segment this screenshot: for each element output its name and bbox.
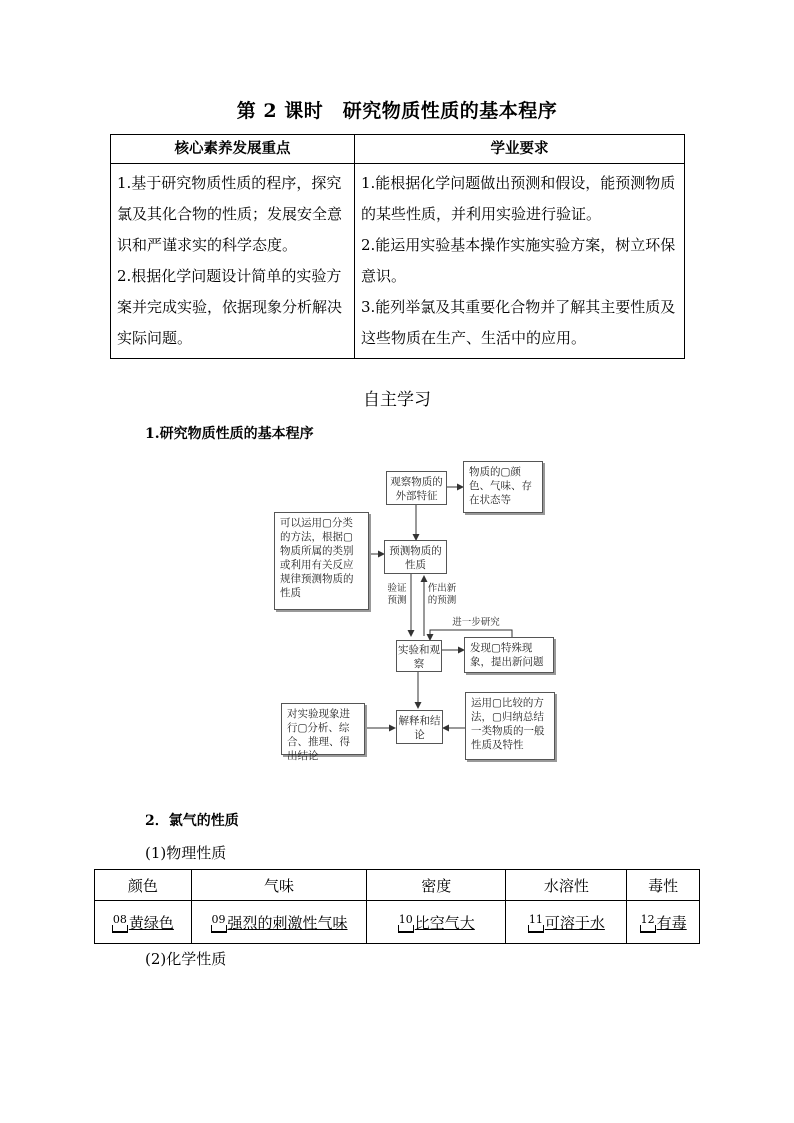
- prop-value: 可溶于水: [544, 913, 605, 932]
- prop-value-cell: [95, 901, 192, 944]
- goals-right-item: 2.能运用实验基本操作实施实验方案，树立环保意识。: [360, 236, 676, 285]
- goals-header-left: 核心素养发展重点: [111, 135, 355, 164]
- answer-number: 12: [640, 915, 656, 933]
- prop-value-cell: [506, 901, 627, 944]
- prop-header: 水溶性: [506, 870, 627, 901]
- prop-value: 有毒: [656, 913, 687, 932]
- flow-note-explain-right: 运用▢比较的方法，▢归纳总结一类物质的一般性质及特性: [465, 692, 555, 760]
- goals-header-right: 学业要求: [354, 135, 684, 164]
- flow-box-observe: 观察物质的外部特征: [386, 471, 447, 505]
- prop-value-cell: [191, 901, 366, 944]
- flow-label-verify: 验证预测: [387, 583, 407, 606]
- answer-number: 09: [211, 915, 227, 933]
- goals-left-item: 2.根据化学问题设计简单的实验方案并完成实验，依据现象分析解决实际问题。: [117, 267, 343, 347]
- prop-value-cell: [367, 901, 506, 944]
- flow-label-new-predict: 作出新的预测: [427, 583, 457, 606]
- prop-header: 颜色: [95, 870, 192, 901]
- flow-box-predict: 预测物质的性质: [384, 540, 447, 574]
- prop-value: 黄绿色: [128, 913, 174, 932]
- flow-note-experiment: 发现▢特殊现象，提出新问题: [464, 637, 554, 673]
- subheading-chlorine: 2．氯气的性质: [145, 813, 239, 829]
- goals-right-item: 3.能列举氯及其重要化合物并了解其主要性质及这些物质在生产、生活中的应用。: [360, 298, 676, 347]
- flow-box-experiment: 实验和观察: [396, 640, 442, 672]
- answer-number: 11: [528, 915, 544, 933]
- prop-value-cell: [627, 901, 700, 944]
- prop-header: 密度: [367, 870, 506, 901]
- section-heading: 自主学习: [363, 390, 431, 410]
- subheading-physical: (1)物理性质: [145, 844, 227, 862]
- prop-value: 比空气大: [414, 913, 475, 932]
- flow-label-further: 进一步研究: [452, 617, 500, 628]
- goals-left-item: 1.基于研究物质性质的程序，探究氯及其化合物的性质；发展安全意识和严谨求实的科学态度。: [117, 174, 343, 254]
- goals-right-item: 1.能根据化学问题做出预测和假设，能预测物质的某些性质，并利用实验进行验证。: [360, 174, 676, 223]
- flow-note-explain-left: 对实验现象进行▢分析、综合、推理、得出结论: [281, 703, 365, 755]
- subheading-procedure: 1.研究物质性质的基本程序: [145, 426, 314, 442]
- prop-header: 气味: [191, 870, 366, 901]
- flow-note-predict: 可以运用▢分类的方法，根据▢物质所属的类别或利用有关反应规律预测物质的性质: [274, 512, 369, 610]
- flow-box-explain: 解释和结论: [396, 710, 443, 744]
- prop-header: 毒性: [627, 870, 700, 901]
- answer-number: 10: [398, 915, 414, 933]
- physical-properties-table: [94, 869, 700, 944]
- prop-value: 强烈的刺激性气味: [227, 913, 348, 932]
- subheading-chemical: (2)化学性质: [145, 950, 227, 968]
- answer-number: 08: [112, 915, 128, 933]
- flow-note-observe: 物质的▢颜色、气味、存在状态等: [463, 461, 543, 513]
- page-title: 第 2 课时 研究物质性质的基本程序: [236, 100, 558, 122]
